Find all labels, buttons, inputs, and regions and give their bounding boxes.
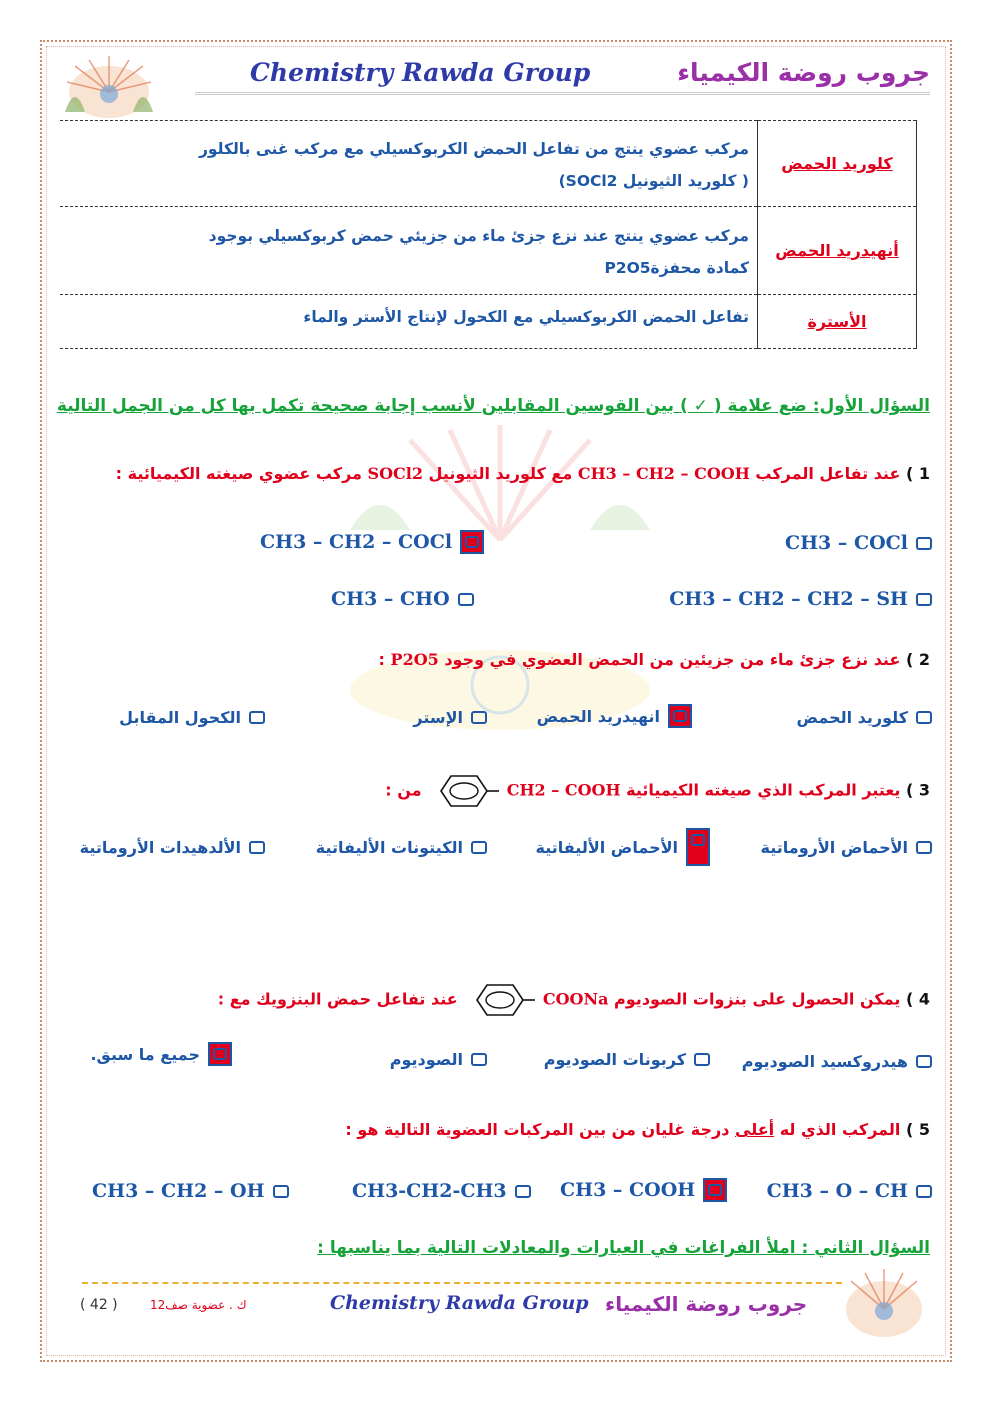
question-formula: CH3 – CH2 – COOH <box>577 464 750 483</box>
page-number: ( 42 ) <box>80 1297 118 1313</box>
table-row <box>60 295 917 349</box>
question-3 <box>385 773 930 809</box>
term-cell: الأسترة <box>758 295 917 349</box>
checkbox[interactable] <box>515 1185 531 1198</box>
checkbox[interactable] <box>694 1053 710 1066</box>
question-text: من : <box>385 780 422 800</box>
option-label: الألدهيدات الأروماتية <box>79 838 241 857</box>
question-text: المركب الذي له <box>779 1120 901 1139</box>
group-logo <box>833 1265 935 1343</box>
question-text: عند تفاعل حمض البنزويك مع : <box>217 989 458 1009</box>
question-text: : <box>378 650 385 669</box>
option-label: CH3 – COCl <box>784 532 908 554</box>
option-label: CH3 – CH2 – CH2 – SH <box>669 588 908 610</box>
footer-course: ك . عضوية صف12 <box>150 1298 247 1312</box>
question-text: يعتبر المركب الذي صيغته الكيميائية <box>626 780 901 800</box>
checkbox[interactable] <box>916 1185 932 1198</box>
checkbox[interactable] <box>916 711 932 724</box>
option-q4-b[interactable] <box>544 1050 710 1069</box>
option-label: CH3 – COOH <box>560 1179 696 1201</box>
checkbox[interactable] <box>458 593 474 606</box>
option-q5-d[interactable] <box>92 1180 289 1202</box>
checkbox-checked[interactable] <box>208 1042 232 1066</box>
benzene-ring-icon <box>463 982 537 1018</box>
question-4 <box>218 982 930 1018</box>
question-text: مع كلوريد الثيونيل <box>428 464 573 483</box>
question-reagent: SOCl2 <box>367 464 423 483</box>
option-q4-c[interactable] <box>390 1050 487 1069</box>
option-label: CH3-CH2-CH3 <box>352 1180 507 1202</box>
option-label: CH3 – CHO <box>331 588 450 610</box>
question-number: 3 ) <box>905 780 930 800</box>
definitions-table <box>60 120 917 349</box>
option-label: الأحماض الأروماتية <box>760 838 908 857</box>
header-title-en: Chemistry Rawda Group <box>250 58 591 87</box>
checkbox[interactable] <box>471 1053 487 1066</box>
definition-line: مركب عضوي ينتج عند نزع جزئ ماء من جزيئي حمض كربوكسيلي بوجود <box>208 226 749 245</box>
table-row <box>60 121 917 207</box>
option-label: CH3 – O – CH <box>766 1180 908 1202</box>
option-label: كربونات الصوديوم <box>543 1050 686 1069</box>
benzene-ring-icon <box>427 773 501 809</box>
question-number: 5 ) <box>905 1120 930 1139</box>
checkbox[interactable] <box>916 593 932 606</box>
option-q1-c[interactable] <box>669 588 932 610</box>
option-label: الصوديوم <box>389 1050 463 1069</box>
option-q5-c[interactable] <box>352 1180 531 1202</box>
option-q1-b[interactable] <box>260 530 484 554</box>
option-q5-a[interactable] <box>767 1180 932 1202</box>
question-text: عند تفاعل المركب <box>755 464 901 483</box>
option-q5-b[interactable] <box>560 1178 727 1202</box>
term-cell: كلوريد الحمض <box>758 121 917 207</box>
option-label: الكحول المقابل <box>119 708 241 727</box>
question-text: مركب عضوي صيغته الكيميائية : <box>115 464 362 483</box>
section2-heading: السؤال الثاني : املأ الفراغات في العبارات والمعادلات التالية بما يناسبها : <box>317 1238 930 1258</box>
checkbox[interactable] <box>916 841 932 854</box>
definition-cell <box>60 295 758 349</box>
option-label: انهيدريد الحمض <box>536 706 660 726</box>
question-text: درجة غليان من بين المركبات العضوية التالية هو : <box>345 1120 730 1139</box>
checkbox-checked[interactable] <box>686 828 710 866</box>
checkbox[interactable] <box>916 537 932 550</box>
option-q1-a[interactable] <box>785 532 932 554</box>
question-number: 1 ) <box>905 464 930 483</box>
option-q3-d[interactable] <box>80 838 265 857</box>
definition-line: كمادة محفزةP2O5 <box>604 258 749 277</box>
option-label: كلوريد الحمض <box>796 708 908 727</box>
option-label: الأحماض الأليفاتية <box>535 837 678 857</box>
option-q2-c[interactable] <box>413 708 487 727</box>
footer-title-en: Chemistry Rawda Group <box>330 1292 589 1314</box>
definition-line: تفاعل الحمض الكربوكسيلي مع الكحول لإنتاج الأستر والماء <box>303 308 749 326</box>
checkbox[interactable] <box>471 841 487 854</box>
question-1 <box>116 464 930 483</box>
header-divider <box>195 92 930 95</box>
option-q2-a[interactable] <box>797 708 932 727</box>
option-label: جميع ما سبق. <box>90 1044 200 1064</box>
question-number: 2 ) <box>905 650 930 669</box>
question-emphasis: أعلى <box>735 1120 775 1139</box>
option-q2-d[interactable] <box>119 708 265 727</box>
question-2 <box>379 650 930 669</box>
option-q2-b[interactable] <box>537 704 692 728</box>
checkbox[interactable] <box>249 711 265 724</box>
question-5 <box>345 1120 930 1139</box>
group-logo <box>55 52 163 124</box>
option-label: CH3 – CH2 – OH <box>92 1180 265 1202</box>
definition-cell <box>60 121 758 207</box>
question-text: عند نزع جزئ ماء من جزيئين من الحمض العضوي في وجود <box>444 650 901 669</box>
checkbox[interactable] <box>471 711 487 724</box>
footer-divider <box>82 1282 842 1284</box>
header-title-ar: جروب روضة الكيمياء <box>677 58 930 87</box>
checkbox[interactable] <box>249 841 265 854</box>
question-formula: COONa <box>542 989 609 1009</box>
section1-heading: السؤال الأول: ضع علامة ( ✓ ) بين القوسين المقابلين لأنسب إجابة صحيحة تكمل بها كل من الجمل التالية <box>56 396 930 416</box>
checkbox[interactable] <box>273 1185 289 1198</box>
option-label: هيدروكسيد الصوديوم <box>741 1052 908 1071</box>
option-q4-d[interactable] <box>90 1042 232 1066</box>
definition-line: مركب عضوي ينتج من تفاعل الحمض الكربوكسيلي مع مركب غنى بالكلور <box>199 139 749 158</box>
option-q3-c[interactable] <box>316 838 487 857</box>
term-cell: أنهيدريد الحمض <box>758 207 917 295</box>
definition-cell <box>60 207 758 295</box>
table-row <box>60 207 917 295</box>
option-q3-a[interactable] <box>761 838 932 857</box>
option-label: CH3 – CH2 – COCl <box>260 531 453 553</box>
question-number: 4 ) <box>905 989 930 1009</box>
checkbox[interactable] <box>916 1055 932 1068</box>
question-text: يمكن الحصول على بنزوات الصوديوم <box>614 989 901 1009</box>
definition-line: ( كلوريد الثيونيل SOCl2) <box>558 171 749 190</box>
option-q3-b[interactable] <box>536 828 710 866</box>
footer-title-ar: جروب روضة الكيمياء <box>605 1292 808 1316</box>
checkbox-checked[interactable] <box>703 1178 727 1202</box>
option-q1-d[interactable] <box>331 588 474 610</box>
option-label: الكيتونات الأليفاتية <box>315 838 463 857</box>
checkbox-checked[interactable] <box>668 704 692 728</box>
question-reagent: P2O5 <box>390 650 439 669</box>
checkbox-checked[interactable] <box>460 530 484 554</box>
option-q4-a[interactable] <box>742 1052 932 1071</box>
question-formula: CH2 – COOH <box>506 780 621 800</box>
option-label: الإستر <box>413 708 463 727</box>
